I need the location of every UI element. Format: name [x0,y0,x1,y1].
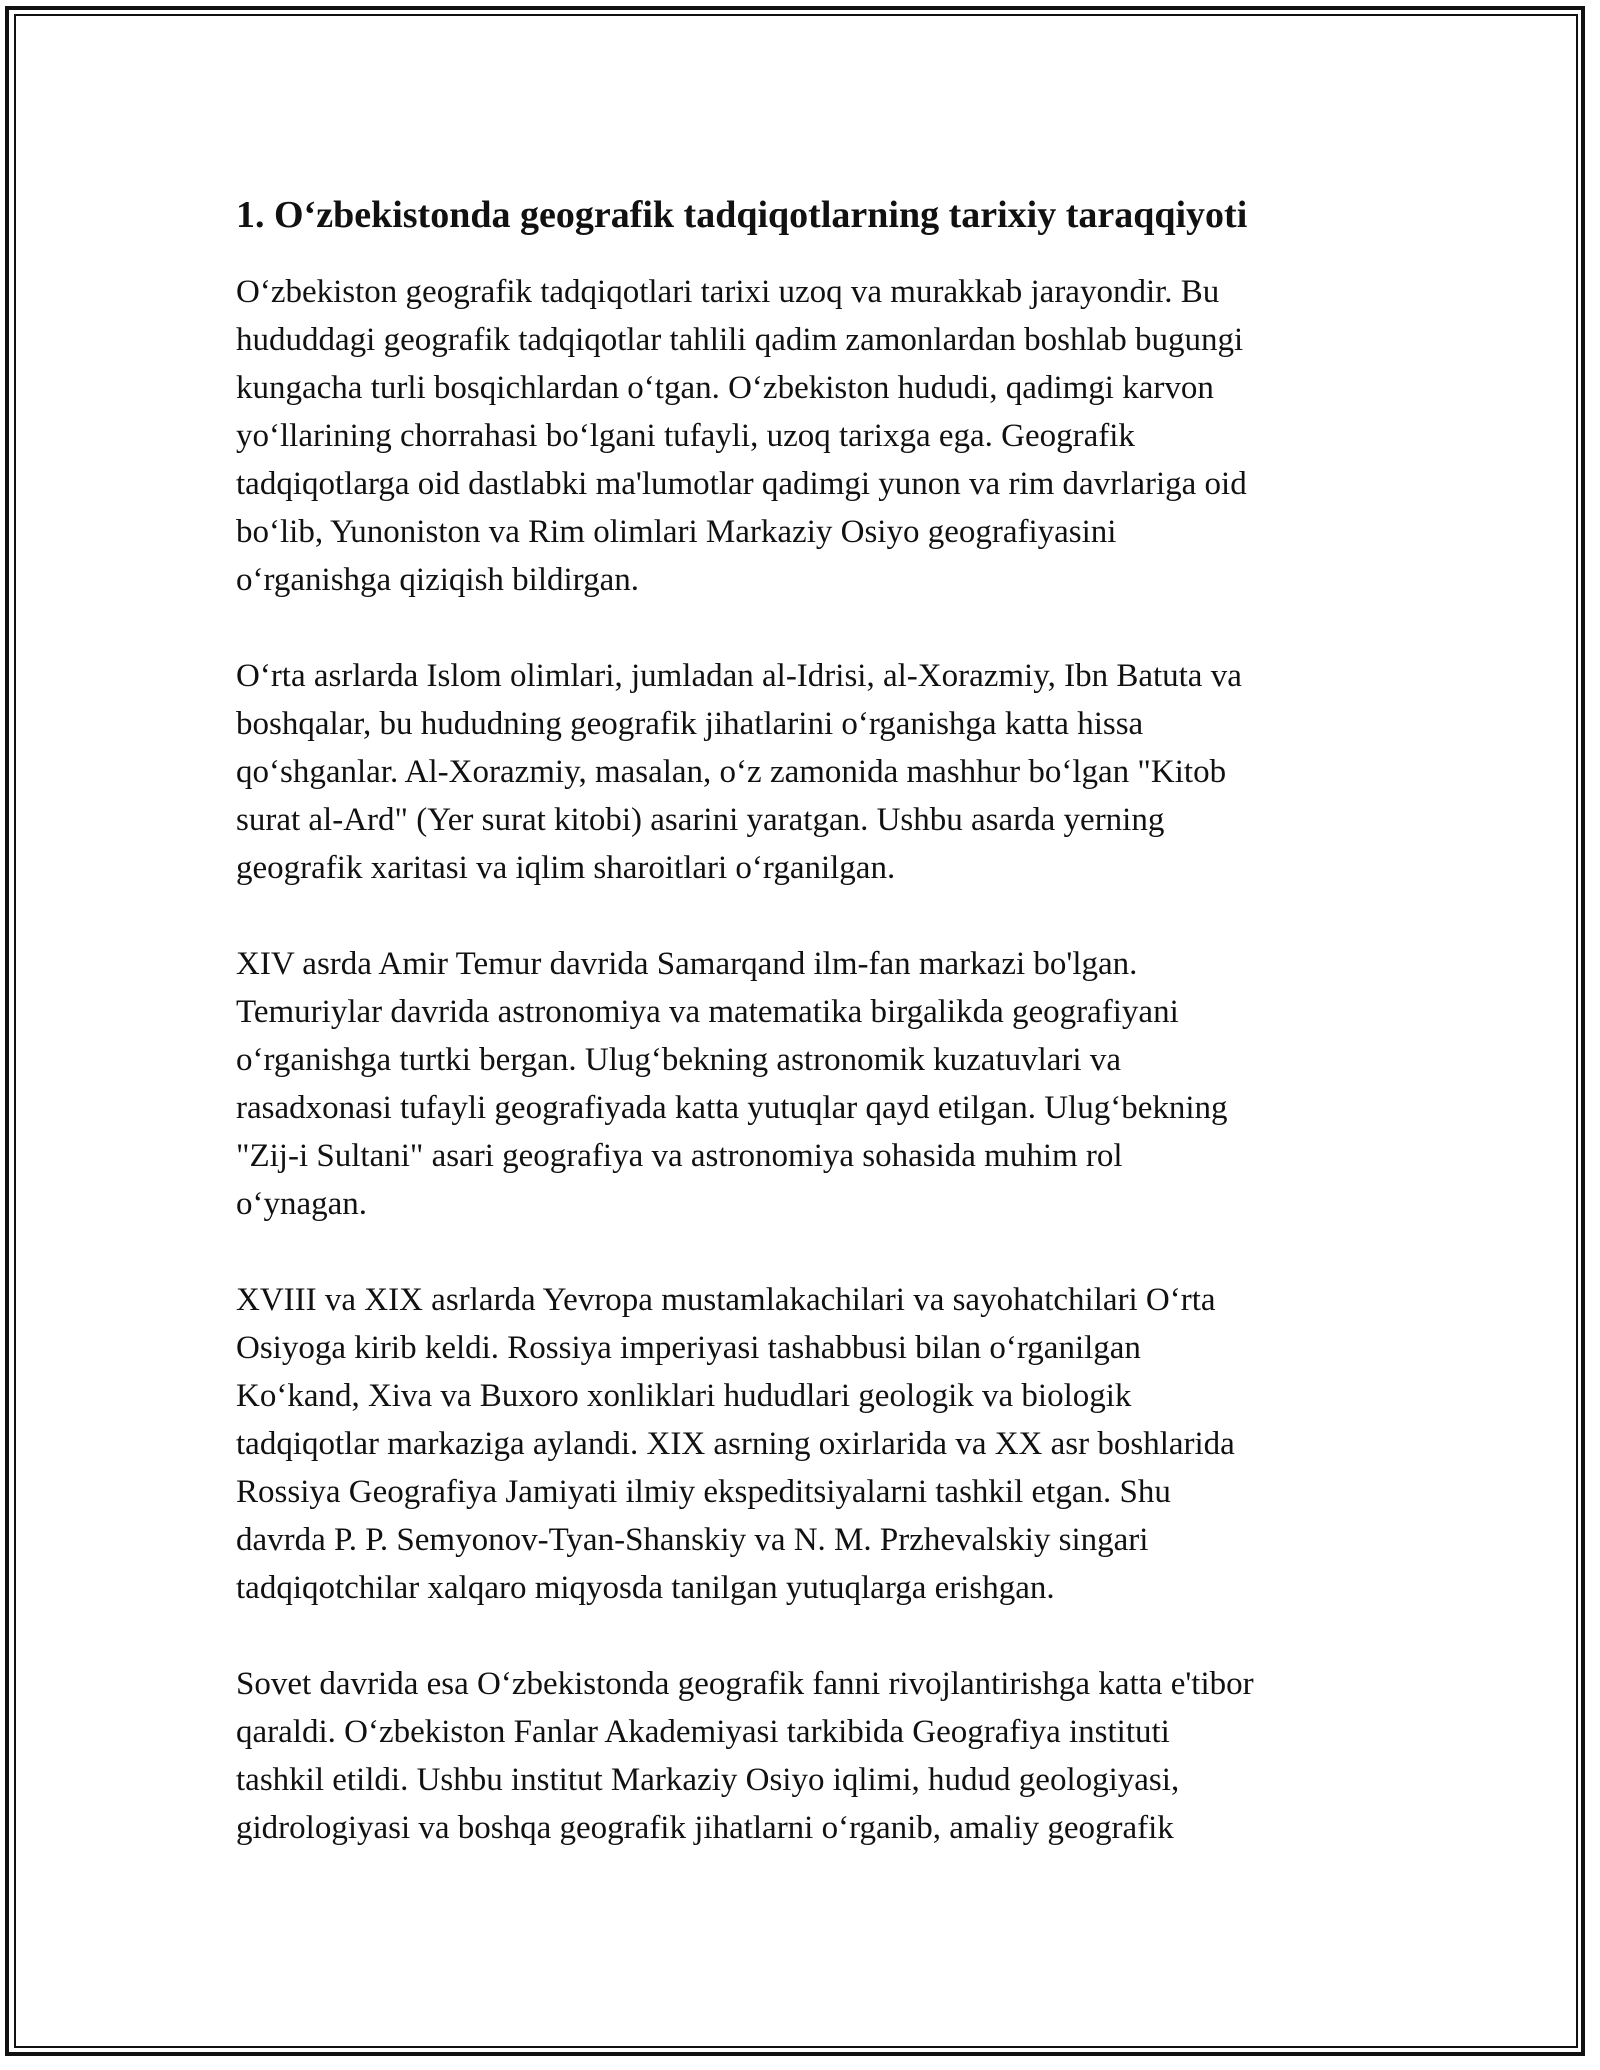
paragraph-line: XIV asrda Amir Temur davrida Samarqand ilm-fan markazi bo'lgan. [236,946,1138,982]
paragraph [236,268,1386,604]
paragraph [236,940,1386,1228]
paragraph [236,1276,1386,1612]
paragraph-line: gidrologiyasi va boshqa geografik jihatlarni o‘rganib, amaliy geografik [236,1810,1174,1846]
paragraph-line: yo‘llarining chorrahasi bo‘lgani tufayli, uzoq tarixga ega. Geografik [236,418,1135,454]
paragraph-list [236,268,1386,1852]
section-heading: 1. O‘zbekistonda geografik tadqiqotlarning tarixiy taraqqiyoti [236,194,1248,236]
paragraph [236,1660,1386,1852]
paragraph-line: tadqiqotlarga oid dastlabki ma'lumotlar qadimgi yunon va rim davrlariga oid [236,466,1247,502]
paragraph-line: Sovet davrida esa O‘zbekistonda geografik fanni rivojlantirishga katta e'tibor [236,1666,1254,1702]
paragraph-line: O‘rta asrlarda Islom olimlari, jumladan al-Idrisi, al-Xorazmiy, Ibn Batuta va [236,658,1242,694]
paragraph-line: davrda P. P. Semyonov-Tyan-Shanskiy va N. M. Przhevalskiy singari [236,1522,1149,1558]
paragraph-line: rasadxonasi tufayli geografiyada katta yutuqlar qayd etilgan. Ulug‘bekning [236,1090,1228,1126]
document-body [236,186,1386,1900]
paragraph-line: o‘rganishga turtki bergan. Ulug‘bekning astronomik kuzatuvlari va [236,1042,1121,1078]
paragraph-line: bo‘lib, Yunoniston va Rim olimlari Markaziy Osiyo geografiyasini [236,514,1117,550]
paragraph-line: Temuriylar davrida astronomiya va matematika birgalikda geografiyani [236,994,1179,1030]
paragraph-line: Ko‘kand, Xiva va Buxoro xonliklari hududlari geologik va biologik [236,1378,1132,1414]
paragraph-line: geografik xaritasi va iqlim sharoitlari o‘rganilgan. [236,850,896,886]
paragraph-line: tashkil etildi. Ushbu institut Markaziy Osiyo iqlimi, hudud geologiyasi, [236,1762,1180,1798]
paragraph-line: kungacha turli bosqichlardan o‘tgan. O‘zbekiston hududi, qadimgi karvon [236,370,1214,406]
paragraph-line: qo‘shganlar. Al-Xorazmiy, masalan, o‘z zamonida mashhur bo‘lgan "Kitob [236,754,1227,790]
paragraph-line: XVIII va XIX asrlarda Yevropa mustamlakachilari va sayohatchilari O‘rta [236,1282,1216,1318]
paragraph-line: tadqiqotchilar xalqaro miqyosda tanilgan yutuqlarga erishgan. [236,1570,1055,1606]
paragraph-line: boshqalar, bu hududning geografik jihatlarini o‘rganishga katta hissa [236,706,1144,742]
paragraph [236,652,1386,892]
paragraph-line: tadqiqotlar markaziga aylandi. XIX asrning oxirlarida va XX asr boshlarida [236,1426,1235,1462]
paragraph-line: Rossiya Geografiya Jamiyati ilmiy ekspeditsiyalarni tashkil etgan. Shu [236,1474,1171,1510]
paragraph-line: qaraldi. O‘zbekiston Fanlar Akademiyasi tarkibida Geografiya instituti [236,1714,1170,1750]
paragraph-line: hududdagi geografik tadqiqotlar tahlili qadim zamonlardan boshlab bugungi [236,322,1244,358]
paragraph-line: o‘ynagan. [236,1186,368,1222]
paragraph-line: "Zij-i Sultani" asari geografiya va astronomiya sohasida muhim rol [236,1138,1123,1174]
paragraph-line: surat al-Ard" (Yer surat kitobi) asarini yaratgan. Ushbu asarda yerning [236,802,1165,838]
paragraph-line: Osiyoga kirib keldi. Rossiya imperiyasi tashabbusi bilan o‘rganilgan [236,1330,1141,1366]
paragraph-line: O‘zbekiston geografik tadqiqotlari tarixi uzoq va murakkab jarayondir. Bu [236,274,1220,310]
paragraph-line: o‘rganishga qiziqish bildirgan. [236,562,639,598]
